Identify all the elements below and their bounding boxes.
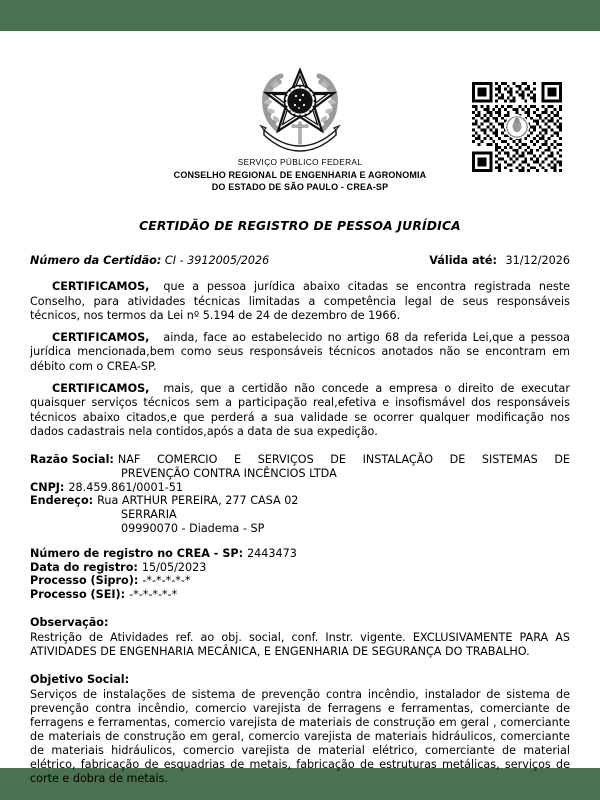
valid-until-label: Válida até: [429,254,497,267]
qr-code[interactable] [469,79,565,175]
endereco-row [30,494,570,508]
crea-registration-label: Número de registro no CREA - SP: [30,546,244,560]
endereco-line-2: SERRARIA [121,508,177,522]
razao-social-line-2: PREVENÇÃO CONTRA INCÊNCIOS LTDA [121,466,337,480]
certificamos-text-3: mais, que a certidão não concede a empresa o direito de executar quaisquer serviços técnicos sem a participação real,efetiva e insofismável dos responsáveis técnicos abaixo citados,e que perderá a sua validade se ocorrer qualquer modificação nos dados cadastrais nela contidos,após a data de sua expedição. [30,381,570,439]
processo-sipro-value: -*-*-*-*-* [142,574,191,588]
razao-social-value [114,453,570,467]
endereco-label: Endereço: [30,494,94,508]
objetivo-social-title: Objetivo Social: [30,672,130,686]
endereco-line-3: 09990070 - Diadema - SP [121,521,265,535]
company-details [30,453,570,602]
certificate-number-label: Número da Certidão: [30,254,162,267]
certificamos-keyword-2: CERTIFICAMOS, [52,330,150,344]
registration-date-row [30,561,570,575]
processo-sipro-row [30,574,570,588]
observacao-title: Observação: [30,615,109,629]
certificamos-keyword-3: CERTIFICAMOS, [52,381,150,395]
page-title: CERTIDÃO DE REGISTRO DE PESSOA JURÍDICA [139,219,461,233]
certificate-number-row [30,254,570,267]
document-header [30,62,570,214]
crea-registration-value: 2443473 [247,546,297,560]
cnpj-label: CNPJ: [30,480,65,494]
certificamos-paragraph-1 [30,280,570,324]
council-line-1: CONSELHO REGIONAL DE ENGENHARIA E AGRONOMIA [173,170,427,180]
certificamos-block [30,280,570,440]
razao-social-line-1: NAF COMERCIO E SERVIÇOS DE INSTALAÇÃO DE SISTEMAS DE [117,452,570,466]
certificate-page [0,31,600,785]
razao-social-label: Razão Social: [30,452,114,466]
razao-social-row [30,453,570,467]
objetivo-social-body: Serviços de instalações de sistema de prevenção contra incêndio, instalador de sistema de prevenção contra incêndio, comercio varejista de ferragens e ferramentas, comerciante de ferragens e ferramentas, comercio varejista de materiais de construção em geral , comerciante de materiais de construção em geral, comercio varejista de materiais hidráulicos, comerciante de materiais hidráulicos, comercio varejista de material elétrico, comerciante de material elétrico, fabricação de esquadrias de metais, fabricação de estruturas metálicas, serviços de corte e dobra de metais. [30,687,570,785]
top-green-band [0,0,600,31]
certificamos-keyword-1: CERTIFICAMOS, [52,280,150,293]
processo-sei-row [30,588,570,602]
certificamos-paragraph-3 [30,382,570,440]
crea-registration-row [30,547,570,561]
valid-until-value: 31/12/2026 [505,254,570,267]
certificate-number [30,254,269,267]
cnpj-value: 28.459.861/0001-51 [68,480,183,494]
processo-sei-label: Processo (SEI): [30,588,126,602]
processo-sipro-label: Processo (Sipro): [30,574,139,588]
cnpj-row [30,481,570,495]
registration-date-value: 15/05/2023 [141,560,207,574]
certificamos-paragraph-2 [30,331,570,375]
objetivo-social-section [30,673,570,786]
council-line-2: DO ESTADO DE SÃO PAULO - CREA-SP [211,181,389,192]
endereco-line-1: Rua ARTHUR PEREIRA, 277 CASA 02 [97,494,299,508]
registration-date-label: Data do registro: [30,560,138,574]
valid-until [429,254,570,267]
processo-sei-value: -*-*-*-*-* [129,588,178,602]
certificamos-text-2: ainda, face ao estabelecido no artigo 68 da referida Lei,que a pessoa jurídica mencionada,bem como seus responsáveis técnicos anotados não se encontram em débito com o CREA-SP. [30,330,570,373]
brazil-coat-of-arms-icon [257,62,343,154]
observacao-section [30,616,570,659]
observacao-body: Restrição de Atividades ref. ao obj. social, conf. Instr. vigente. EXCLUSIVAMENTE PARA AS ATIVIDADES DE ENGENHARIA MECÂNICA, E ENGENHARIA DE SEGURANÇA DO TRABALHO. [30,630,570,658]
certificate-number-value: CI - 3912005/2026 [164,254,270,267]
federal-service-line: SERVIÇO PÚBLICO FEDERAL [237,157,363,167]
certificamos-text-1: que a pessoa jurídica abaixo citadas se encontra registrada neste Conselho, para atividades técnicas limitadas a competência legal de seus responsáveis técnicos, nos termos da Lei nº 5.194 de 24 de dezembro de 1966. [30,280,570,323]
